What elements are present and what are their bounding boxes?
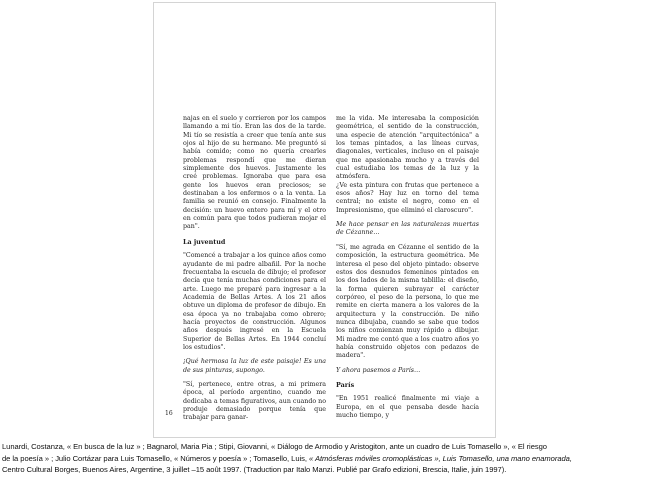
interviewer-question-paris: Y ahora pasemos a París… bbox=[336, 366, 421, 374]
caption-line-1: Lunardi, Costanza, « En busca de la luz » ; Bagnarol, Maria Pia ; Stipi, Giovanni, « Diálogo de Armodio y Aristogiton, ante un cuadro de Luis Tomasello », « El riesgo bbox=[2, 442, 547, 451]
interviewer-question-light: ¡Qué hermosa la luz de este paisaje! Es una de sus pinturas, supongo. bbox=[183, 358, 326, 374]
section-heading-youth: La juventud bbox=[183, 237, 226, 246]
section-heading-paris: París bbox=[336, 380, 355, 389]
fruit-painting-paragraph: ¿Ve esta pintura con frutas que pertenece a esos años? Hay luz en torno del tema central; no existe el negro, como en el Impresionismo, que eliminó el claroscuro". bbox=[336, 181, 479, 214]
caption-line-2-regular: de la poesía » ; Julio Cortázar para Luis Tomasello, « Números y poesía » ; Tomasello, Luis, bbox=[2, 453, 309, 463]
left-column bbox=[183, 115, 326, 423]
caption-line-3: Centro Cultural Borges, Buenos Aires, Argentine, 3 juillet –15 août 1997. (Traduction par Italo Manzi. Publié par Grafo edizioni, Brescia, Italie, juin 1997). bbox=[2, 465, 507, 475]
interviewer-question-cezanne: Me hace pensar en las naturalezas muertas de Cézanne… bbox=[336, 221, 479, 237]
bibliographic-caption bbox=[2, 441, 648, 476]
book-page bbox=[153, 2, 496, 438]
caption-line-2 bbox=[2, 453, 648, 465]
paris-paragraph: "En 1951 realicé finalmente mi viaje a Europa, en el que pensaba desde hacía mucho tiempo, y bbox=[336, 395, 479, 419]
right-column bbox=[336, 115, 479, 420]
opening-paragraph: najas en el suelo y corrieron por los campos llamando a mi tío. Eran las dos de la tarde. Mi tío se resistía a creer que tenía ante sus ojos al hijo de su hermano. Me preguntó si había comido; como no quería crearles problemas respondí que me dieran simplemente dos huevos. Justamente les creé problemas. Ignoraba que para esa gente los huevos eran preciosos; se destinaban a los enfermos o a la venta. La familia se reunió en consejo. Finalmente la decisión: un huevo entero para mí y el otro en común para que todos pudieran mojar el pan". bbox=[183, 115, 326, 231]
composition-paragraph: me la vida. Me interesaba la composición geométrica, el sentido de la construcción, una especie de atención "arquitectónica" a los temas pintados, a las líneas curvas, diagonales, verticales, incluso en el paisaje que me apasionaba mucho y a través del cual estudiaba los temas de la luz y la atmósfera. bbox=[336, 115, 479, 181]
light-answer-paragraph: "Sí, pertenece, entre otras, a mi primera época, al período argentino, cuando me dedicaba a temas figurativos, aun cuando no produje demasiado porque tenía que trabajar para ganar- bbox=[183, 380, 326, 422]
cezanne-answer-paragraph: "Sí, me agrada en Cézanne el sentido de la composición, la estructura geométrica. Me interesa el peso del objeto pintado: observe estos dos desnudos femeninos pintados en los dos lados de la misma tablilla: el diseño, la forma quieren subrayar el carácter corpóreo, el peso de la persona, lo que me remite en cierta manera a los valores de la arquitectura y la construcción. De niño nunca dibujaba, cuando se sabe que todos los niños comienzan muy rápido a dibujar. Mi madre me contó que a los cuatro años yo había construido objetos con pedazos de madera". bbox=[336, 243, 479, 360]
page-number: 16 bbox=[165, 410, 173, 417]
youth-paragraph: "Comencé a trabajar a los quince años como ayudante de mi padre albañil. Por la noche frecuentaba la escuela de dibujo; el profesor decía que tenía muchas condiciones para el arte. Luego me preparé para ingresar a la Academia de Bellas Artes. A los 21 años obtuve un diploma de profesor de dibujo. En esa época ya no trabajaba como obrero; hacía proyectos de construcción. Algunos años después ingresé en la Escuela Superior de Bellas Artes. En 1944 concluí los estudios". bbox=[183, 252, 326, 351]
caption-line-2-italic: « Atmósferas móviles cromoplásticas », Luis Tomasello, una mano enamorada, bbox=[309, 453, 572, 463]
